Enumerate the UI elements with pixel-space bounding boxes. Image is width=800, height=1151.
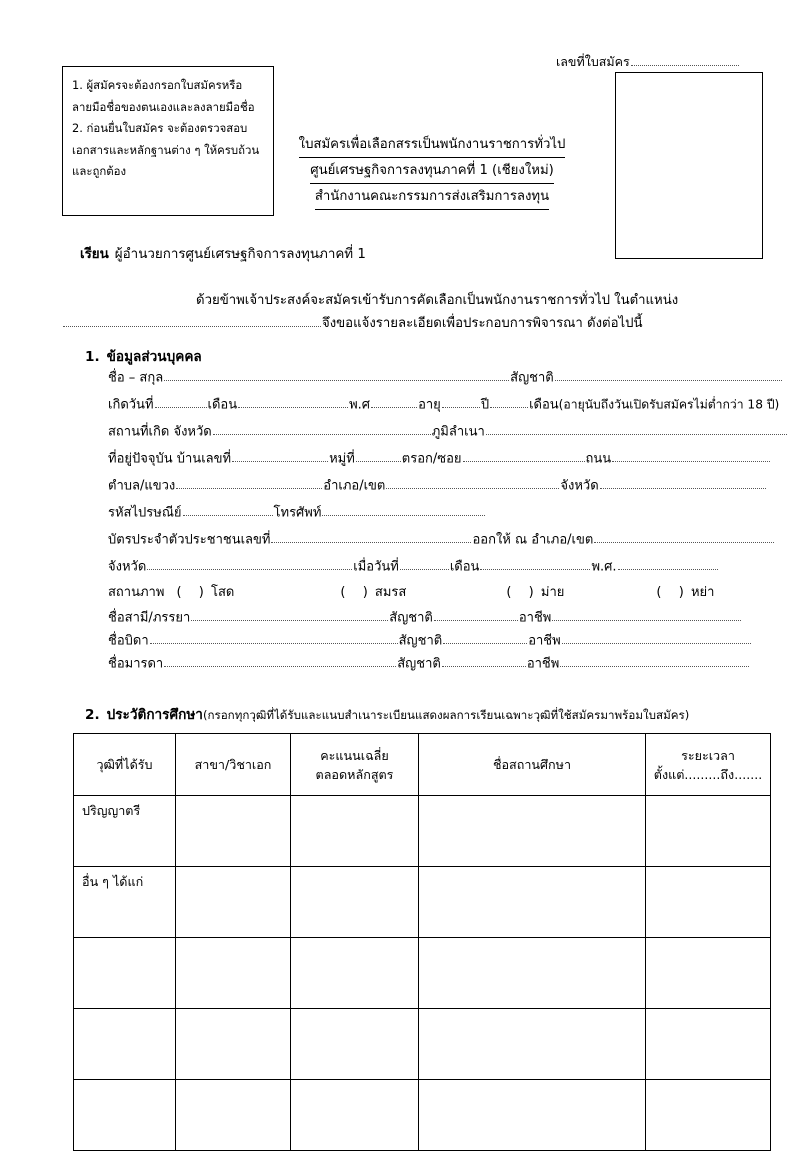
input-father-occupation[interactable]	[562, 632, 751, 644]
photo-placeholder-box[interactable]	[615, 72, 763, 259]
instructions-box	[62, 66, 274, 216]
marital-option-single-label: โสด	[211, 585, 235, 600]
label-road: ถนน	[585, 451, 612, 467]
input-road[interactable]	[612, 450, 770, 462]
intro-line-1: ด้วยข้าพเจ้าประสงค์จะสมัครเข้ารับการคัดเลือกเป็นพนักงานราชการทั่วไป ในตำแหน่ง	[196, 293, 679, 308]
label-birth-month: เดือน	[207, 397, 238, 413]
field-row-birthdate	[108, 396, 778, 413]
cell-degree[interactable]	[74, 1080, 176, 1151]
field-row-mother	[108, 655, 778, 672]
input-telephone[interactable]	[322, 504, 485, 516]
input-age-months[interactable]	[490, 396, 528, 408]
input-house-number[interactable]	[232, 450, 328, 462]
input-issued-province[interactable]	[147, 558, 352, 570]
field-row-father	[108, 632, 778, 649]
section-2-number: 2.	[85, 707, 100, 723]
label-name-surname: ชื่อ – สกุล	[108, 370, 164, 386]
label-issued-at: ออกให้ ณ อำเภอ/เขต	[472, 532, 594, 548]
label-nationality-self: สัญชาติ	[510, 370, 554, 386]
input-moo[interactable]	[356, 450, 401, 462]
instruction-line-5: และถูกต้อง	[72, 164, 127, 178]
field-row-issued-date	[108, 558, 778, 575]
position-applied-input-line[interactable]	[63, 314, 321, 327]
cell-gpa[interactable]	[291, 867, 419, 938]
cell-major[interactable]	[176, 867, 291, 938]
section-2-note: (กรอกทุกวุฒิที่ได้รับและแนบสำเนาระเบียนแสดงผลการเรียนเฉพาะวุฒิที่ใช้สมัครมาพร้อมใบสมัคร)	[202, 708, 690, 722]
input-birth-day[interactable]	[155, 396, 207, 408]
field-row-id-card	[108, 531, 778, 548]
marital-option-divorced-label: หย่า	[690, 585, 715, 600]
label-subdistrict: ตำบล/แขวง	[108, 478, 176, 494]
label-issued-be: พ.ศ.	[591, 559, 617, 575]
label-age-months: เดือน	[529, 397, 559, 413]
application-number-input-line[interactable]	[631, 54, 739, 66]
input-birth-year[interactable]	[371, 396, 417, 408]
form-title-block	[282, 132, 582, 210]
label-issued-month: เดือน	[449, 559, 480, 575]
cell-degree[interactable]: ปริญญาตรี	[74, 796, 176, 867]
cell-institution[interactable]	[419, 1080, 646, 1151]
input-age-years[interactable]	[442, 396, 480, 408]
col-header-degree: วุฒิที่ได้รับ	[74, 734, 176, 796]
col-header-major: สาขา/วิชาเอก	[176, 734, 291, 796]
input-district[interactable]	[386, 477, 559, 489]
table-header-row	[74, 734, 771, 796]
cell-institution[interactable]	[419, 796, 646, 867]
page-title-line-1: ใบสมัครเพื่อเลือกสรรเป็นพนักงานราชการทั่วไป	[299, 132, 566, 158]
input-id-card-number[interactable]	[271, 531, 471, 543]
label-postal-code: รหัสไปรษณีย์	[108, 505, 182, 521]
cell-degree[interactable]	[74, 938, 176, 1009]
input-father-name[interactable]	[150, 632, 398, 644]
input-spouse-nationality[interactable]	[434, 609, 518, 621]
label-marital-status: สถานภาพ	[108, 585, 165, 600]
cell-duration[interactable]	[646, 1009, 771, 1080]
cell-duration[interactable]	[646, 1080, 771, 1151]
marital-option-married[interactable]	[340, 581, 406, 602]
label-id-card-number: บัตรประจำตัวประชาชนเลขที่	[108, 532, 271, 548]
cell-major[interactable]	[176, 938, 291, 1009]
input-subdistrict[interactable]	[176, 477, 322, 489]
section-2-title: ประวัติการศึกษา	[106, 707, 203, 723]
cell-duration[interactable]	[646, 867, 771, 938]
label-district: อำเภอ/เขต	[323, 478, 386, 494]
label-father-name: ชื่อบิดา	[108, 633, 149, 649]
age-requirement-note: (อายุนับถึงวันเปิดรับสมัครไม่ต่ำกว่า 18 ปี)	[558, 397, 780, 412]
input-mother-occupation[interactable]	[560, 655, 749, 667]
label-birth-year: พ.ศ	[349, 397, 371, 413]
application-number-label: เลขที่ใบสมัคร	[556, 54, 630, 69]
label-alley: ตรอก/ซอย	[401, 451, 462, 467]
cell-degree[interactable]	[74, 1009, 176, 1080]
label-birth-date: เกิดวันที่	[108, 397, 154, 413]
section-1-number: 1.	[85, 349, 100, 365]
cell-duration[interactable]	[646, 938, 771, 1009]
checkbox-married-icon[interactable]: ( )	[340, 585, 371, 600]
input-domicile[interactable]	[486, 423, 787, 435]
cell-major[interactable]	[176, 1009, 291, 1080]
input-issued-district[interactable]	[594, 531, 774, 543]
field-row-postal-phone	[108, 504, 778, 521]
label-spouse-nationality: สัญชาติ	[389, 610, 433, 626]
input-mother-name[interactable]	[164, 655, 396, 667]
checkbox-single-icon[interactable]: ( )	[176, 585, 207, 600]
instruction-line-3: 2. ก่อนยื่นใบสมัคร จะต้องตรวจสอบ	[72, 121, 248, 135]
col-header-gpa: คะแนนเฉลี่ย ตลอดหลักสูตร	[291, 734, 419, 796]
label-telephone: โทรศัพท์	[273, 505, 322, 521]
salutation	[80, 243, 366, 264]
input-father-nationality[interactable]	[443, 632, 527, 644]
table-row[interactable]	[74, 796, 771, 867]
table-row[interactable]	[74, 1009, 771, 1080]
cell-gpa[interactable]	[291, 1080, 419, 1151]
col-header-duration: ระยะเวลา ตั้งแต่.........ถึง.......	[646, 734, 771, 796]
field-row-spouse	[108, 609, 778, 626]
section-2-heading	[85, 703, 689, 725]
label-mother-occupation: อาชีพ	[526, 656, 560, 672]
cell-degree[interactable]: อื่น ๆ ได้แก่	[74, 867, 176, 938]
instruction-line-4: เอกสารและหลักฐานต่าง ๆ ให้ครบถ้วน	[72, 142, 260, 157]
label-domicile: ภูมิลำเนา	[431, 424, 485, 440]
page-title-line-3: สำนักงานคณะกรรมการส่งเสริมการลงทุน	[315, 184, 549, 210]
input-birth-month[interactable]	[238, 396, 348, 408]
education-table-body	[74, 796, 771, 1151]
label-father-nationality: สัญชาติ	[398, 633, 443, 649]
checkbox-widowed-icon[interactable]: ( )	[506, 585, 537, 600]
label-mother-nationality: สัญชาติ	[397, 656, 441, 672]
field-row-marital-status	[108, 581, 714, 602]
cell-institution[interactable]	[419, 938, 646, 1009]
table-row[interactable]	[74, 1080, 771, 1151]
input-spouse-occupation[interactable]	[552, 609, 741, 621]
table-row[interactable]	[74, 938, 771, 1009]
input-postal-code[interactable]	[183, 504, 273, 516]
input-issued-day[interactable]	[400, 558, 449, 570]
label-issued-province: จังหวัด	[108, 559, 147, 575]
input-nationality-self[interactable]	[555, 369, 782, 381]
education-history-table	[73, 733, 771, 1151]
field-row-birthplace	[108, 423, 778, 440]
instruction-line-2: ลายมือชื่อของตนเองและลงลายมือชื่อ	[72, 99, 255, 114]
input-province[interactable]	[600, 477, 766, 489]
marital-option-widowed[interactable]	[506, 581, 564, 602]
label-current-address: ที่อยู่ปัจจุบัน บ้านเลขที่	[108, 451, 232, 467]
cell-gpa[interactable]	[291, 1009, 419, 1080]
salutation-prefix: เรียน	[80, 247, 109, 262]
section-1-title: ข้อมูลส่วนบุคคล	[106, 349, 202, 365]
field-row-name	[108, 369, 778, 386]
intro-line-2	[62, 312, 643, 333]
label-province: จังหวัด	[560, 478, 599, 494]
salutation-addressee: ผู้อำนวยการศูนย์เศรษฐกิจการลงทุนภาคที่ 1	[114, 247, 366, 262]
marital-option-single[interactable]	[176, 581, 234, 602]
input-issued-month[interactable]	[480, 558, 590, 570]
input-spouse-name[interactable]	[191, 609, 388, 621]
instruction-line-1: 1. ผู้สมัครจะต้องกรอกใบสมัครหรือ	[72, 78, 243, 92]
label-spouse-occupation: อาชีพ	[518, 610, 552, 626]
cell-major[interactable]	[176, 1080, 291, 1151]
intro-line-2-text: จึงขอแจ้งรายละเอียดเพื่อประกอบการพิจารณา ดังต่อไปนี้	[322, 316, 643, 331]
cell-gpa[interactable]	[291, 938, 419, 1009]
section-1-heading	[85, 345, 202, 367]
label-birth-place: สถานที่เกิด จังหวัด	[108, 424, 212, 440]
marital-option-divorced[interactable]	[656, 581, 714, 602]
table-row[interactable]	[74, 867, 771, 938]
cell-major[interactable]	[176, 796, 291, 867]
input-name-surname[interactable]	[164, 369, 509, 381]
label-spouse-name: ชื่อสามี/ภรรยา	[108, 610, 191, 626]
field-row-subdistrict	[108, 477, 778, 494]
field-row-address	[108, 450, 778, 467]
cell-institution[interactable]	[419, 1009, 646, 1080]
checkbox-divorced-icon[interactable]: ( )	[656, 585, 687, 600]
label-issued-on: เมื่อวันที่	[353, 559, 399, 575]
application-number-field[interactable]	[556, 52, 771, 72]
cell-gpa[interactable]	[291, 796, 419, 867]
page-title-line-2: ศูนย์เศรษฐกิจการลงทุนภาคที่ 1 (เชียงใหม่)	[310, 158, 554, 184]
marital-option-married-label: สมรส	[374, 585, 407, 600]
cell-institution[interactable]	[419, 867, 646, 938]
col-header-institution: ชื่อสถานศึกษา	[419, 734, 646, 796]
input-mother-nationality[interactable]	[442, 655, 526, 667]
label-age: อายุ	[418, 397, 441, 413]
cell-duration[interactable]	[646, 796, 771, 867]
input-alley[interactable]	[463, 450, 585, 462]
label-moo: หมู่ที่	[329, 451, 355, 467]
label-father-occupation: อาชีพ	[528, 633, 561, 649]
input-issued-year[interactable]	[618, 558, 718, 570]
input-birth-province[interactable]	[213, 423, 431, 435]
marital-option-widowed-label: ม่าย	[540, 585, 565, 600]
label-mother-name: ชื่อมารดา	[108, 656, 164, 672]
label-age-years: ปี	[480, 397, 490, 413]
